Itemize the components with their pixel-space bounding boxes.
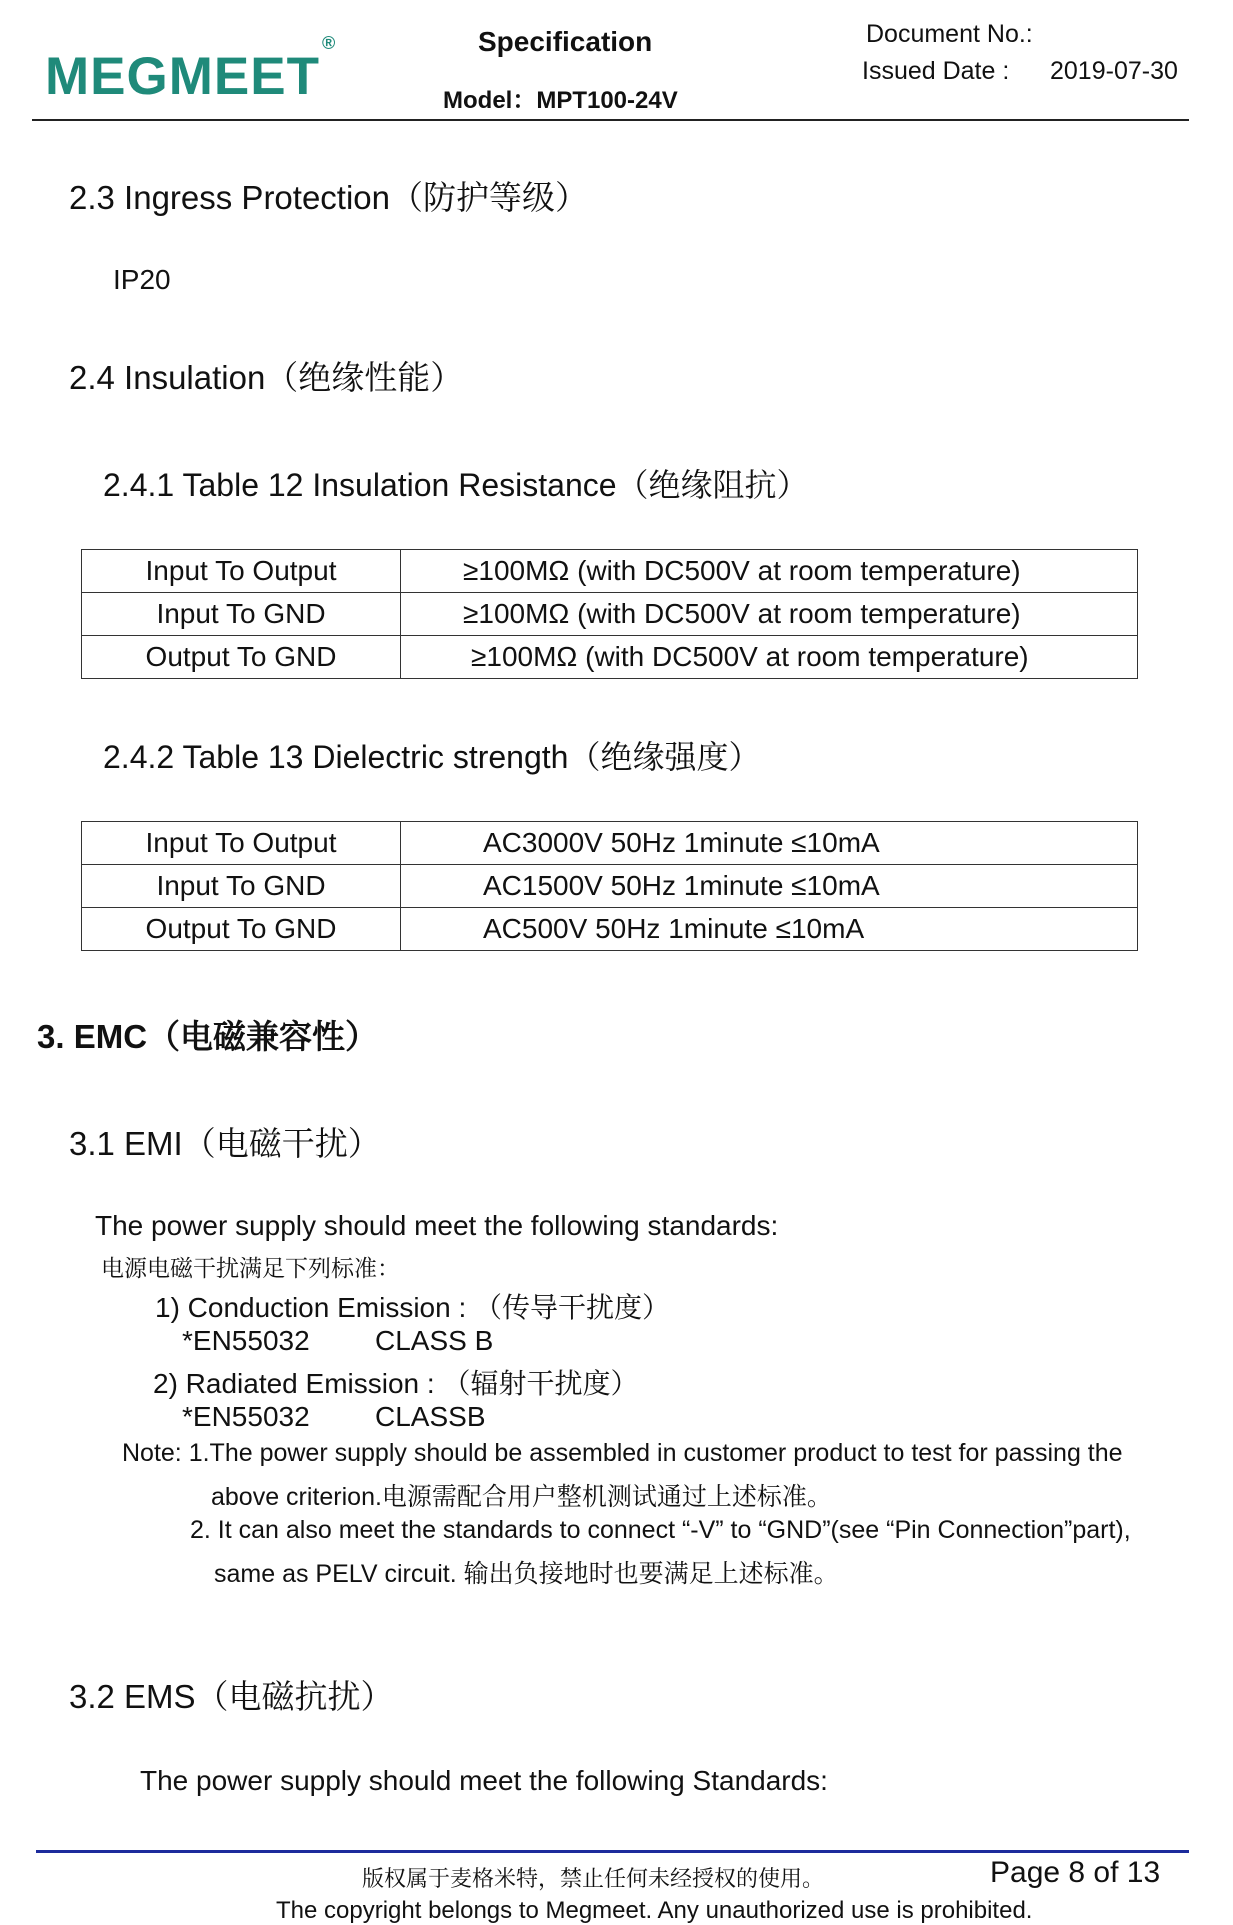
table-cell-value: AC3000V 50Hz 1minute ≤10mA (401, 822, 1138, 865)
table-cell-label: Output To GND (82, 636, 401, 679)
table-cell-value: ≥100MΩ (with DC500V at room temperature) (401, 550, 1138, 593)
emi-intro-en: The power supply should meet the following standards: (95, 1210, 779, 1241)
emi-item-1-standard: *EN55032 (182, 1325, 310, 1356)
ems-intro-en: The power supply should meet the following Standards: (140, 1765, 828, 1796)
emi-note-2-line-1: 2. It can also meet the standards to connect “-V” to “GND”(see “Pin Connection”part), (190, 1516, 1131, 1544)
table-cell-value: AC500V 50Hz 1minute ≤10mA (401, 908, 1138, 951)
table-row (82, 908, 1138, 951)
registered-mark: ® (321, 33, 337, 54)
section-3-heading: 3. EMC（电磁兼容性） (37, 1018, 379, 1055)
section-3-1-heading: 3.1 EMI（电磁干扰） (69, 1125, 381, 1162)
document-no-label: Document No.: (866, 20, 1033, 48)
ip-rating-value: IP20 (113, 264, 171, 295)
model-label: Model：MPT100-24V (443, 87, 678, 114)
table-cell-label: Input To Output (82, 550, 401, 593)
section-2-4-1-heading: 2.4.1 Table 12 Insulation Resistance（绝缘阻抗） (103, 467, 809, 503)
table-12-insulation-resistance (81, 549, 1138, 679)
table-cell-value: ≥100MΩ (with DC500V at room temperature) (401, 636, 1138, 679)
section-2-4-2-heading: 2.4.2 Table 13 Dielectric strength（绝缘强度） (103, 739, 761, 775)
table-cell-label: Input To Output (82, 822, 401, 865)
header-divider (32, 119, 1189, 121)
table-13-dielectric-strength (81, 821, 1138, 951)
page-number: Page 8 of 13 (990, 1856, 1161, 1889)
emi-item-2-standard: *EN55032 (182, 1401, 310, 1432)
table-row (82, 865, 1138, 908)
table-cell-label: Output To GND (82, 908, 401, 951)
section-3-2-heading: 3.2 EMS（电磁抗扰） (69, 1678, 394, 1715)
table-cell-value: ≥100MΩ (with DC500V at room temperature) (401, 593, 1138, 636)
emi-item-1-class: CLASS B (375, 1325, 494, 1356)
logo-text: MEGMEET (45, 47, 320, 106)
emi-note-1-line-1: Note: 1.The power supply should be assembled in customer product to test for passing the (122, 1439, 1123, 1467)
emi-note-1-line-2: above criterion.电源需配合用户整机测试通过上述标准。 (211, 1483, 832, 1511)
table-row (82, 593, 1138, 636)
footer-copyright-en: The copyright belongs to Megmeet. Any unauthorized use is prohibited. (276, 1897, 1033, 1924)
footer-copyright-cn: 版权属于麦格米特，禁止任何未经授权的使用。 (362, 1867, 825, 1892)
footer-divider (36, 1850, 1189, 1853)
section-2-3-heading: 2.3 Ingress Protection（防护等级） (69, 179, 589, 216)
table-cell-value: AC1500V 50Hz 1minute ≤10mA (401, 865, 1138, 908)
emi-item-1-label: 1) Conduction Emission : （传导干扰度） (155, 1292, 671, 1323)
megmeet-logo (45, 33, 337, 107)
issued-date-value: 2019-07-30 (1050, 57, 1178, 85)
issued-date-label: Issued Date : (862, 57, 1010, 85)
section-2-4-heading: 2.4 Insulation（绝缘性能） (69, 359, 464, 396)
emi-item-2-class: CLASSB (375, 1401, 486, 1432)
table-row (82, 636, 1138, 679)
document-title: Specification (478, 26, 653, 57)
table-cell-label: Input To GND (82, 593, 401, 636)
table-row (82, 550, 1138, 593)
emi-item-2-label: 2) Radiated Emission : （辐射干扰度） (153, 1368, 639, 1399)
emi-note-2-line-2: same as PELV circuit. 输出负接地时也要满足上述标准。 (214, 1560, 839, 1588)
table-cell-label: Input To GND (82, 865, 401, 908)
emi-intro-cn: 电源电磁干扰满足下列标准： (101, 1256, 400, 1282)
table-row (82, 822, 1138, 865)
